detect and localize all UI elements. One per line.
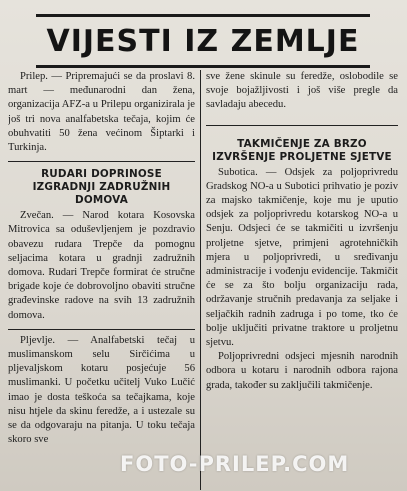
watermark: FOTO-PRILEP.COM bbox=[120, 452, 350, 476]
left-column bbox=[8, 70, 195, 488]
rudari-article: Zvečan. — Narod kotara Kosovska Mitrovica sa oduševljenjem je pozdravio obavezu rudara Trepče da pomognu seljacima kotara u gradnji zadružnih domova. Rudari Trepče formirat će stručne brigade koje će dobrovoljno obaviti stručne građevinske radove na svih 13 zadružnih domova. bbox=[8, 210, 195, 321]
pljevlje-article: Pljevlje. — Analfabetski tečaj u muslimanskom selu Sirčićima u pljevaljskom kotaru posjećuje 56 muslimanki. U početku učitelj Vuko Lučić imao je dosta teškoća sa tečajkama, koje nisu htjele da skinu feredže, a i ustezale su se da odgovaraju na pitanja. U toku tečaja skoro sve bbox=[8, 334, 195, 446]
right-column bbox=[206, 70, 398, 488]
takmicenje-heading: TAKMIČENJE ZA BRZO IZVRŠENJE PROLJETNE SJETVE bbox=[212, 137, 392, 163]
takmicenje-article: Subotica. — Odsjek za poljoprivredu Gradskog NO-a u Subotici prihvatio je poziv za majsko takmičenje, koje mu je uputio odsjek za poljoprivredu kotarskog NO-a u Senju. Odsjeci će se takmičiti u izvršenju proljetne sjetve, primjeni agrotehničkih mjera u poljoprivredi, u sređivanju administracije i vođenju evidencije. Takmičit će se za što bolju organizaciju rada, održavanje stručnih predavanja za seljake i seljačkih radnih zadruga i po tome, tko će bolje uključiti privatne traktore u proljetnu sjetvu. bbox=[206, 166, 398, 349]
continued-article: sve žene skinule su feredže, oslobodile se svoje bojažljivosti i još više pregle da savladaju abecedu. bbox=[206, 71, 398, 111]
rudari-heading: RUDARI DOPRINOSE IZGRADNJI ZADRUŽNIH DOMOVA bbox=[32, 168, 171, 207]
section-rule bbox=[8, 329, 195, 330]
prilep-article: Prilep. — Pripremajući se da proslavi 8. mart — međunarodni dan žena, organizacija AFZ-a u Prilepu organizirala je još tri nova analfabetska tečaja, kojim će obuhvatiti 50 žena većinom Šiptarki i Turkinja. bbox=[8, 71, 195, 154]
masthead bbox=[36, 14, 370, 68]
section-rule bbox=[8, 161, 195, 162]
page-title: VIJESTI IZ ZEMLJE bbox=[46, 23, 360, 59]
section-rule bbox=[206, 125, 398, 126]
column-divider bbox=[200, 70, 201, 490]
takmicenje-article-2: Poljoprivredni odsjeci mjesnih narodnih odbora u kotaru i narodnih odbora rajona grada, također su zaključili takmičenje. bbox=[206, 351, 398, 391]
